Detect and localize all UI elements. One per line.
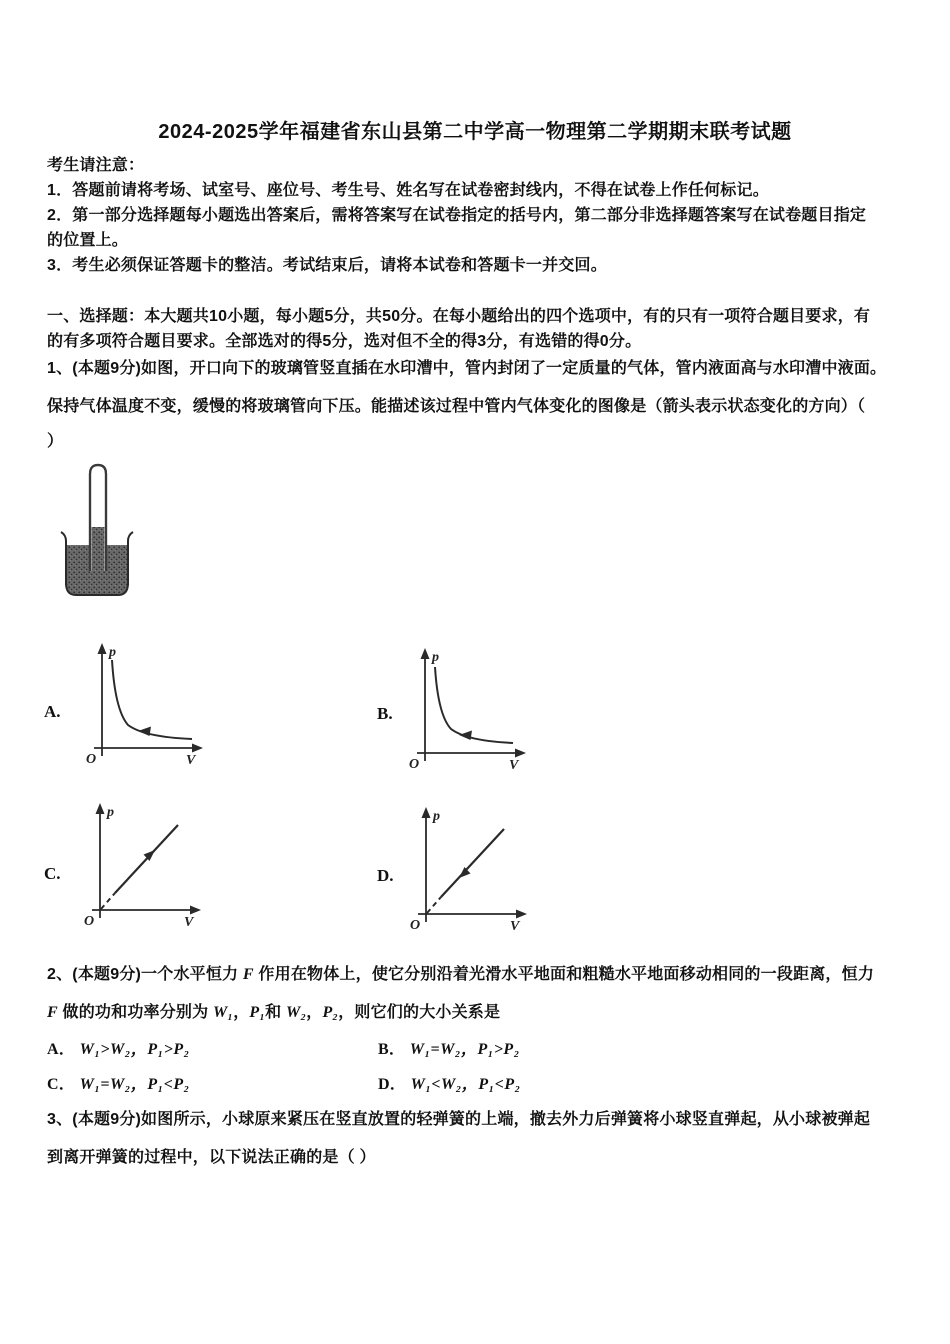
math-variable: F (242, 966, 254, 983)
origin-label: O (84, 914, 95, 929)
math-variable: P₁ (249, 1004, 266, 1021)
option-label-c: C. (44, 864, 61, 883)
x-axis-label: V (510, 919, 520, 934)
q1-stem-line2: 保持气体温度不变，缓慢的将玻璃管向下压。能描述该过程中管内气体变化的图像是（箭头表示状态变化的方向）（ (47, 398, 866, 415)
origin-label: O (410, 918, 421, 933)
q2-option-c-letter: C． (47, 1076, 75, 1093)
notice-item-3: 3．考生必须保证答题卡的整洁。考试结束后，请将本试卷和答题卡一并交回。 (47, 257, 607, 274)
notice-item-1: 1．答题前请将考场、试室号、座位号、考生号、姓名写在试卷密封线内，不得在试卷上作任何标记。 (47, 182, 769, 199)
q1-stem-line3: ） (47, 433, 64, 450)
text-run: 作用在物体上，使它分别沿着光滑水平地面和粗糙水平地面移动相同的一段距离，恒力 (253, 966, 875, 983)
tube-in-trough-figure (58, 461, 136, 601)
y-axis-label: p (109, 645, 116, 660)
x-axis-label: V (184, 915, 194, 930)
graph-option-a (82, 638, 212, 766)
notice-item-2-line2: 的位置上。 (47, 232, 129, 249)
y-axis-label: p (107, 805, 114, 820)
q2-option-a-letter: A． (47, 1041, 75, 1058)
x-axis-arrow-icon (190, 906, 201, 915)
q2-option-b (378, 1036, 520, 1059)
isotherm-curve (435, 667, 513, 743)
notice-item-2-line1: 2．第一部分选择题每小题选出答案后，需将答案写在试卷指定的括号内，第二部分非选择题答案写在试卷题目指定 (47, 207, 867, 224)
y-axis-label: p (433, 809, 440, 824)
option-label-b: B. (377, 704, 393, 723)
text-run: 和 (265, 1004, 287, 1021)
q2-option-d (378, 1071, 521, 1094)
section-header-line2: 的有多项符合题目要求。全部选对的得5分，选对但不全的得3分，有选错的得0分。 (47, 333, 642, 350)
text-run: 做的功和功率分别为 (57, 1004, 213, 1021)
page-title: 2024-2025学年福建省东山县第二中学高一物理第二学期期末联考试题 (158, 121, 792, 143)
q2-option-a-math: W₁>W₂，P₁>P₂ (79, 1041, 190, 1058)
q2-option-b-letter: B． (378, 1041, 406, 1058)
tube-liquid-column (92, 527, 105, 571)
text-run: 2、(本题9分)一个水平恒力 (47, 966, 243, 983)
x-axis-arrow-icon (516, 910, 527, 919)
isotherm-curve (112, 660, 192, 739)
origin-label: O (409, 757, 420, 772)
q3-stem-line1: 3、(本题9分)如图所示，小球原来紧压在竖直放置的轻弹簧的上端，撤去外力后弹簧将小球竖直弹起，从小球被弹起 (47, 1111, 871, 1128)
x-axis-arrow-icon (192, 744, 203, 753)
dashed-line-start (101, 893, 115, 909)
math-variable: W₁ (212, 1004, 234, 1021)
q2-stem-line2 (47, 999, 500, 1022)
text-run: ， (306, 1004, 323, 1021)
q1-stem-line1: 1、(本题9分)如图，开口向下的玻璃管竖直插在水印漕中，管内封闭了一定质量的气体，管内液面高与水印漕中液面。 (47, 360, 887, 377)
graph-option-b (405, 643, 535, 771)
y-axis-arrow-icon (421, 648, 430, 659)
text-run: ，则它们的大小关系是 (338, 1004, 501, 1021)
y-axis-arrow-icon (422, 807, 431, 818)
x-axis-arrow-icon (515, 749, 526, 758)
q2-option-d-math: W₁<W₂，P₁<P₂ (410, 1076, 521, 1093)
origin-label: O (86, 752, 97, 767)
q2-option-c (47, 1071, 190, 1094)
x-axis-label: V (186, 753, 196, 768)
option-label-d: D. (377, 866, 394, 885)
y-axis-arrow-icon (96, 803, 105, 814)
q2-option-c-math: W₁=W₂，P₁<P₂ (79, 1076, 190, 1093)
section-header-line1: 一、选择题：本大题共10小题，每小题5分，共50分。在每小题给出的四个选项中，有的只有一项符合题目要求，有 (47, 308, 871, 325)
math-variable: P₂ (322, 1004, 339, 1021)
curve-arrow-left-icon (459, 731, 472, 741)
trough-left-wall (61, 532, 66, 585)
q3-stem-line2: 到离开弹簧的过程中，以下说法正确的是（ ） (47, 1149, 376, 1166)
y-axis-arrow-icon (98, 643, 107, 654)
math-variable: F (47, 1004, 58, 1021)
y-axis-label: p (432, 650, 439, 665)
isochoric-line (115, 825, 178, 893)
notice-heading: 考生请注意： (47, 157, 145, 174)
dashed-line-start (427, 897, 441, 913)
math-variable: W₂ (286, 1004, 307, 1021)
graph-option-c (80, 798, 210, 928)
line-arrow-down-left-icon (459, 867, 471, 878)
x-axis-label: V (509, 758, 519, 773)
option-label-a: A. (44, 702, 61, 721)
isochoric-line (441, 829, 504, 897)
text-run: ， (233, 1004, 250, 1021)
curve-arrow-left-icon (138, 727, 151, 737)
q2-stem-line1 (47, 961, 874, 984)
q2-option-a (47, 1036, 190, 1059)
graph-option-d (406, 802, 536, 932)
q2-option-d-letter: D． (378, 1076, 406, 1093)
trough-right-wall (128, 532, 133, 585)
q2-option-b-math: W₁=W₂，P₁>P₂ (409, 1041, 520, 1058)
